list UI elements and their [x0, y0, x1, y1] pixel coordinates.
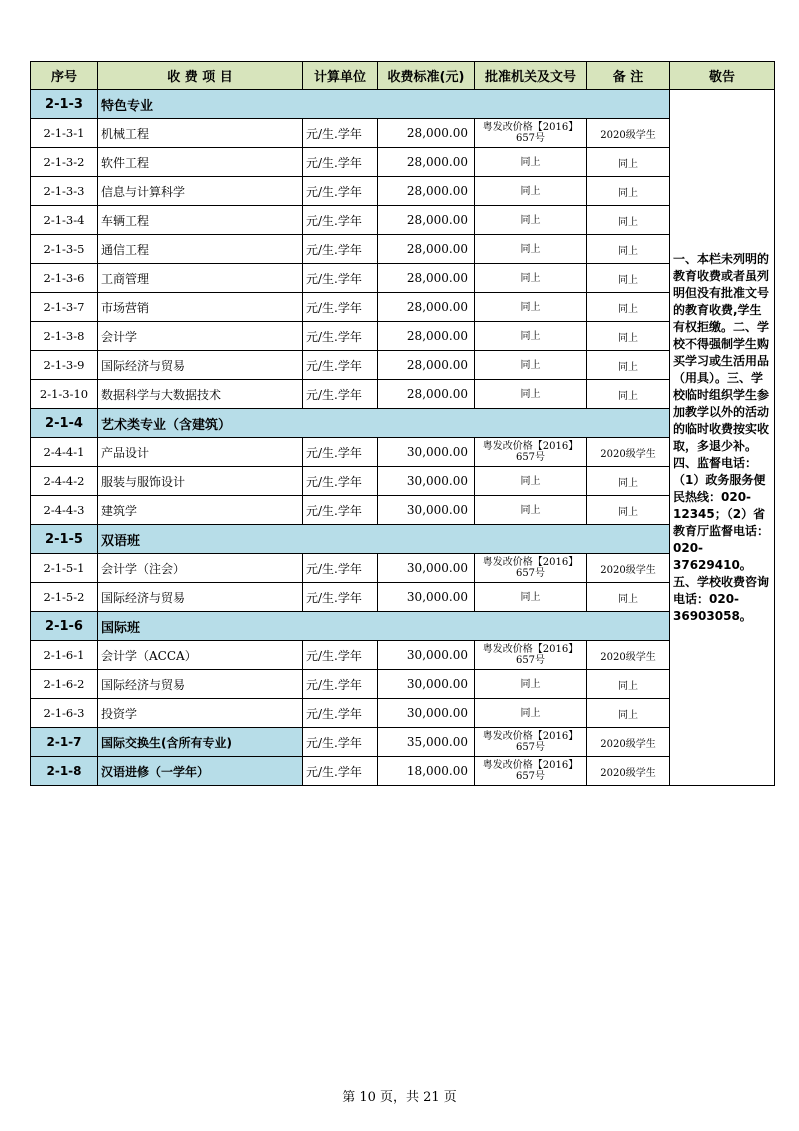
- row-price: 30,000.00: [378, 641, 475, 670]
- row-unit: 元/生.学年: [303, 206, 378, 235]
- row-item-name: 信息与计算科学: [98, 177, 303, 206]
- row-item-name: 车辆工程: [98, 206, 303, 235]
- table-header: [31, 62, 775, 90]
- row-code: 2-1-3-10: [31, 380, 98, 409]
- row-approval: 同上: [475, 670, 587, 699]
- section-row: [31, 409, 775, 438]
- section-row: [31, 525, 775, 554]
- table-row: [31, 264, 775, 293]
- row-note: 同上: [587, 264, 670, 293]
- row-item-name: 汉语进修（一学年）: [98, 757, 303, 786]
- row-approval: 同上: [475, 264, 587, 293]
- row-price: 28,000.00: [378, 264, 475, 293]
- table-row: [31, 670, 775, 699]
- row-price: 30,000.00: [378, 496, 475, 525]
- row-approval: 同上: [475, 583, 587, 612]
- row-item-name: 国际经济与贸易: [98, 583, 303, 612]
- row-item-name: 软件工程: [98, 148, 303, 177]
- row-item-name: 会计学: [98, 322, 303, 351]
- row-item-name: 建筑学: [98, 496, 303, 525]
- row-approval: 粤发改价格【2016】657号: [475, 728, 587, 757]
- row-price: 30,000.00: [378, 699, 475, 728]
- row-price: 35,000.00: [378, 728, 475, 757]
- row-price: 30,000.00: [378, 467, 475, 496]
- header-note: 备 注: [587, 62, 670, 90]
- row-item-name: 会计学（注会）: [98, 554, 303, 583]
- row-unit: 元/生.学年: [303, 728, 378, 757]
- table-body: [31, 90, 775, 786]
- row-unit: 元/生.学年: [303, 467, 378, 496]
- row-note: 同上: [587, 380, 670, 409]
- row-code: 2-1-3-8: [31, 322, 98, 351]
- row-approval: 粤发改价格【2016】657号: [475, 554, 587, 583]
- row-approval: 同上: [475, 467, 587, 496]
- header-item: 收 费 项 目: [98, 62, 303, 90]
- table-row: [31, 641, 775, 670]
- row-item-name: 国际交换生(含所有专业): [98, 728, 303, 757]
- row-code: 2-1-3-3: [31, 177, 98, 206]
- row-unit: 元/生.学年: [303, 177, 378, 206]
- section-title: 双语班: [98, 525, 670, 554]
- row-note: 2020级学生: [587, 757, 670, 786]
- row-unit: 元/生.学年: [303, 119, 378, 148]
- row-approval: 粤发改价格【2016】657号: [475, 119, 587, 148]
- row-price: 28,000.00: [378, 206, 475, 235]
- row-code: 2-4-4-1: [31, 438, 98, 467]
- row-approval: 同上: [475, 380, 587, 409]
- header-unit: 计算单位: [303, 62, 378, 90]
- row-note: 2020级学生: [587, 119, 670, 148]
- table-row: [31, 293, 775, 322]
- section-row: [31, 612, 775, 641]
- header-approval: 批准机关及文号: [475, 62, 587, 90]
- row-approval: 同上: [475, 148, 587, 177]
- row-note: 同上: [587, 206, 670, 235]
- row-item-name: 市场营销: [98, 293, 303, 322]
- row-note: 同上: [587, 583, 670, 612]
- section-code: 2-1-5: [31, 525, 98, 554]
- row-item-name: 国际经济与贸易: [98, 351, 303, 380]
- row-price: 28,000.00: [378, 119, 475, 148]
- section-title: 特色专业: [98, 90, 670, 119]
- row-price: 28,000.00: [378, 293, 475, 322]
- table-row: [31, 206, 775, 235]
- row-note: 2020级学生: [587, 641, 670, 670]
- row-note: 同上: [587, 467, 670, 496]
- table-row: [31, 119, 775, 148]
- page-footer: 第 10 页，共 21 页: [342, 1090, 457, 1105]
- row-code: 2-1-6-2: [31, 670, 98, 699]
- table-row: [31, 728, 775, 757]
- row-unit: 元/生.学年: [303, 554, 378, 583]
- row-note: 2020级学生: [587, 438, 670, 467]
- row-approval: 同上: [475, 293, 587, 322]
- row-code: 2-1-3-9: [31, 351, 98, 380]
- row-note: 同上: [587, 351, 670, 380]
- row-price: 30,000.00: [378, 670, 475, 699]
- table-row: [31, 322, 775, 351]
- row-code: 2-1-3-7: [31, 293, 98, 322]
- section-code: 2-1-4: [31, 409, 98, 438]
- row-unit: 元/生.学年: [303, 641, 378, 670]
- row-note: 2020级学生: [587, 554, 670, 583]
- row-unit: 元/生.学年: [303, 293, 378, 322]
- row-price: 18,000.00: [378, 757, 475, 786]
- row-note: 同上: [587, 496, 670, 525]
- table-row: [31, 438, 775, 467]
- table-row: [31, 583, 775, 612]
- row-code: 2-1-3-5: [31, 235, 98, 264]
- row-note: 同上: [587, 699, 670, 728]
- notice-text: 一、本栏未列明的教育收费或者虽列明但没有批准文号的教育收费,学生有权拒缴。二、学校不得强制学生购买学习或生活用品（用具）。三、学校临时组织学生参加教学以外的活动的临时收费按实收取，多退少补。四、监督电话：（1）政务服务便民热线：020-12345；（2）省教育厅监督电话：020-37629410。五、学校收费咨询电话：020-36903058。: [670, 90, 775, 786]
- section-code: 2-1-6: [31, 612, 98, 641]
- row-unit: 元/生.学年: [303, 757, 378, 786]
- row-note: 同上: [587, 293, 670, 322]
- row-price: 30,000.00: [378, 583, 475, 612]
- row-approval: 同上: [475, 177, 587, 206]
- row-code: 2-1-3-2: [31, 148, 98, 177]
- row-item-name: 机械工程: [98, 119, 303, 148]
- row-unit: 元/生.学年: [303, 148, 378, 177]
- row-code: 2-4-4-2: [31, 467, 98, 496]
- row-approval: 同上: [475, 235, 587, 264]
- row-price: 28,000.00: [378, 177, 475, 206]
- row-note: 同上: [587, 322, 670, 351]
- row-price: 28,000.00: [378, 380, 475, 409]
- row-approval: 同上: [475, 206, 587, 235]
- row-price: 28,000.00: [378, 235, 475, 264]
- row-code: 2-1-8: [31, 757, 98, 786]
- table-row: [31, 235, 775, 264]
- row-unit: 元/生.学年: [303, 380, 378, 409]
- table-row: [31, 380, 775, 409]
- row-approval: 粤发改价格【2016】657号: [475, 641, 587, 670]
- row-approval: 同上: [475, 351, 587, 380]
- row-unit: 元/生.学年: [303, 322, 378, 351]
- section-row: [31, 90, 775, 119]
- row-unit: 元/生.学年: [303, 583, 378, 612]
- row-item-name: 工商管理: [98, 264, 303, 293]
- row-unit: 元/生.学年: [303, 264, 378, 293]
- row-unit: 元/生.学年: [303, 235, 378, 264]
- row-item-name: 服装与服饰设计: [98, 467, 303, 496]
- row-approval: 粤发改价格【2016】657号: [475, 438, 587, 467]
- row-price: 30,000.00: [378, 554, 475, 583]
- row-item-name: 国际经济与贸易: [98, 670, 303, 699]
- row-item-name: 通信工程: [98, 235, 303, 264]
- section-title: 国际班: [98, 612, 670, 641]
- table-row: [31, 467, 775, 496]
- row-price: 28,000.00: [378, 351, 475, 380]
- row-code: 2-1-3-4: [31, 206, 98, 235]
- row-approval: 同上: [475, 322, 587, 351]
- row-note: 同上: [587, 177, 670, 206]
- row-approval: 粤发改价格【2016】657号: [475, 757, 587, 786]
- row-code: 2-1-3-6: [31, 264, 98, 293]
- row-unit: 元/生.学年: [303, 670, 378, 699]
- row-approval: 同上: [475, 496, 587, 525]
- section-code: 2-1-3: [31, 90, 98, 119]
- row-note: 同上: [587, 670, 670, 699]
- row-code: 2-1-3-1: [31, 119, 98, 148]
- row-price: 28,000.00: [378, 322, 475, 351]
- header-standard: 收费标准(元): [378, 62, 475, 90]
- row-item-name: 投资学: [98, 699, 303, 728]
- row-code: 2-1-5-2: [31, 583, 98, 612]
- row-unit: 元/生.学年: [303, 699, 378, 728]
- row-unit: 元/生.学年: [303, 438, 378, 467]
- fee-table: [30, 61, 775, 786]
- row-code: 2-1-7: [31, 728, 98, 757]
- row-approval: 同上: [475, 699, 587, 728]
- table-row: [31, 177, 775, 206]
- row-note: 2020级学生: [587, 728, 670, 757]
- table-row: [31, 554, 775, 583]
- row-code: 2-4-4-3: [31, 496, 98, 525]
- row-price: 30,000.00: [378, 438, 475, 467]
- table-row: [31, 757, 775, 786]
- row-code: 2-1-6-3: [31, 699, 98, 728]
- row-code: 2-1-6-1: [31, 641, 98, 670]
- row-item-name: 产品设计: [98, 438, 303, 467]
- section-title: 艺术类专业（含建筑）: [98, 409, 670, 438]
- row-unit: 元/生.学年: [303, 496, 378, 525]
- table-row: [31, 699, 775, 728]
- row-note: 同上: [587, 235, 670, 264]
- header-notice: 敬告: [670, 62, 775, 90]
- row-item-name: 会计学（ACCA）: [98, 641, 303, 670]
- header-no: 序号: [31, 62, 98, 90]
- table-row: [31, 496, 775, 525]
- row-unit: 元/生.学年: [303, 351, 378, 380]
- row-price: 28,000.00: [378, 148, 475, 177]
- table-row: [31, 148, 775, 177]
- row-code: 2-1-5-1: [31, 554, 98, 583]
- row-item-name: 数据科学与大数据技术: [98, 380, 303, 409]
- row-note: 同上: [587, 148, 670, 177]
- table-row: [31, 351, 775, 380]
